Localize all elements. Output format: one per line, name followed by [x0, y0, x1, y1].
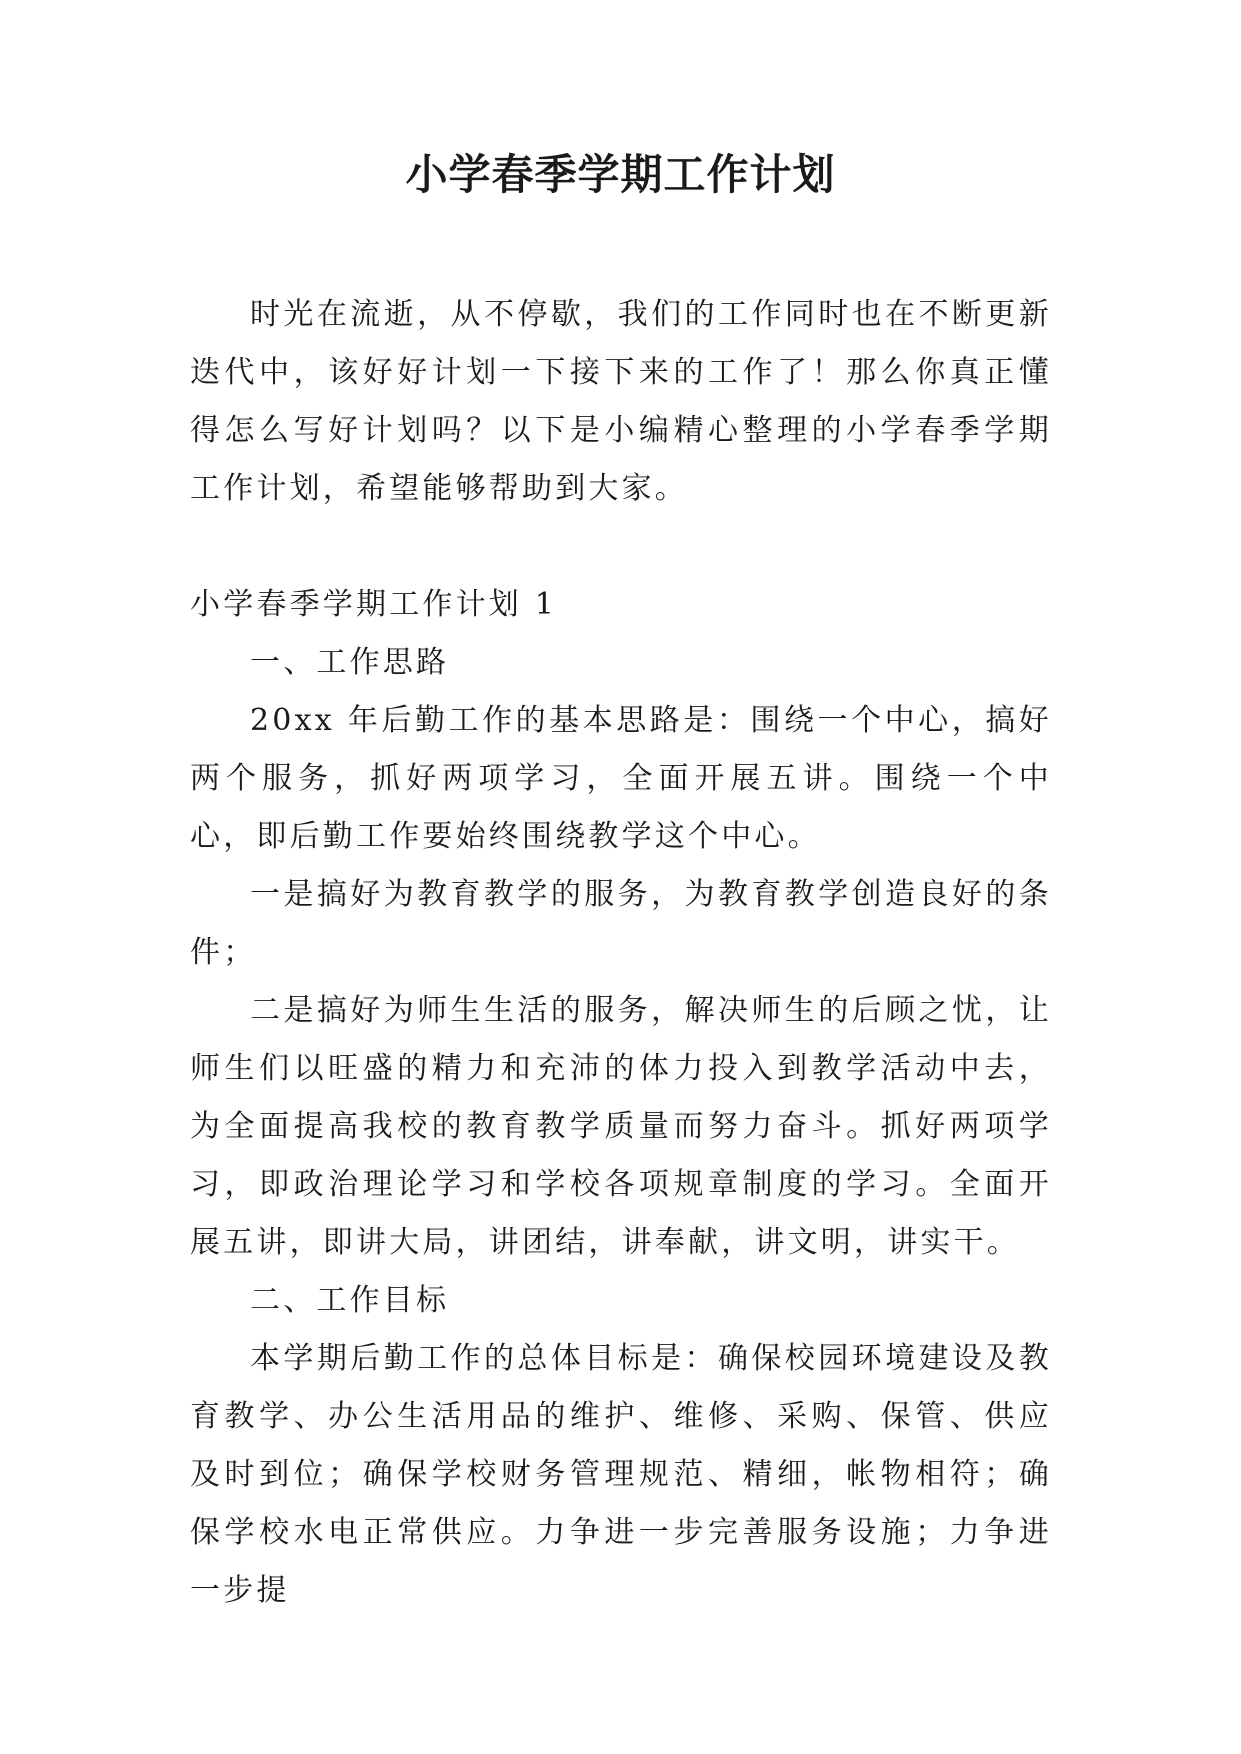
document-body	[190, 286, 1052, 1620]
body-paragraph: 一是搞好为教育教学的服务，为教育教学创造良好的条件；	[190, 877, 1052, 970]
heading-work-goals: 二、工作目标	[250, 1283, 450, 1318]
document-title: 小学春季学期工作计划	[405, 150, 836, 199]
intro-paragraph: 时光在流逝，从不停歇，我们的工作同时也在不断更新迭代中，该好好计划一下接下来的工作了！那么你真正懂得怎么写好计划吗？以下是小编精心整理的小学春季学期工作计划，希望能够帮助到大家。	[190, 297, 1052, 506]
body-paragraph: 二是搞好为师生生活的服务，解决师生的后顾之忧，让师生们以旺盛的精力和充沛的体力投入到教学活动中去，为全面提高我校的教育教学质量而努力奋斗。抓好两项学习，即政治理论学习和学校各项规章制度的学习。全面开展五讲，即讲大局，讲团结，讲奉献，讲文明，讲实干。	[190, 993, 1052, 1260]
heading-work-ideas: 一、工作思路	[250, 645, 450, 680]
section-title: 小学春季学期工作计划 1	[190, 587, 558, 622]
body-paragraph: 20xx 年后勤工作的基本思路是：围绕一个中心，搞好两个服务，抓好两项学习，全面开展五讲。围绕一个中心，即后勤工作要始终围绕教学这个中心。	[190, 703, 1052, 854]
body-paragraph: 本学期后勤工作的总体目标是：确保校园环境建设及教育教学、办公生活用品的维护、维修、采购、保管、供应及时到位；确保学校财务管理规范、精细，帐物相符；确保学校水电正常供应。力争进一步完善服务设施；力争进一步提	[190, 1341, 1052, 1608]
